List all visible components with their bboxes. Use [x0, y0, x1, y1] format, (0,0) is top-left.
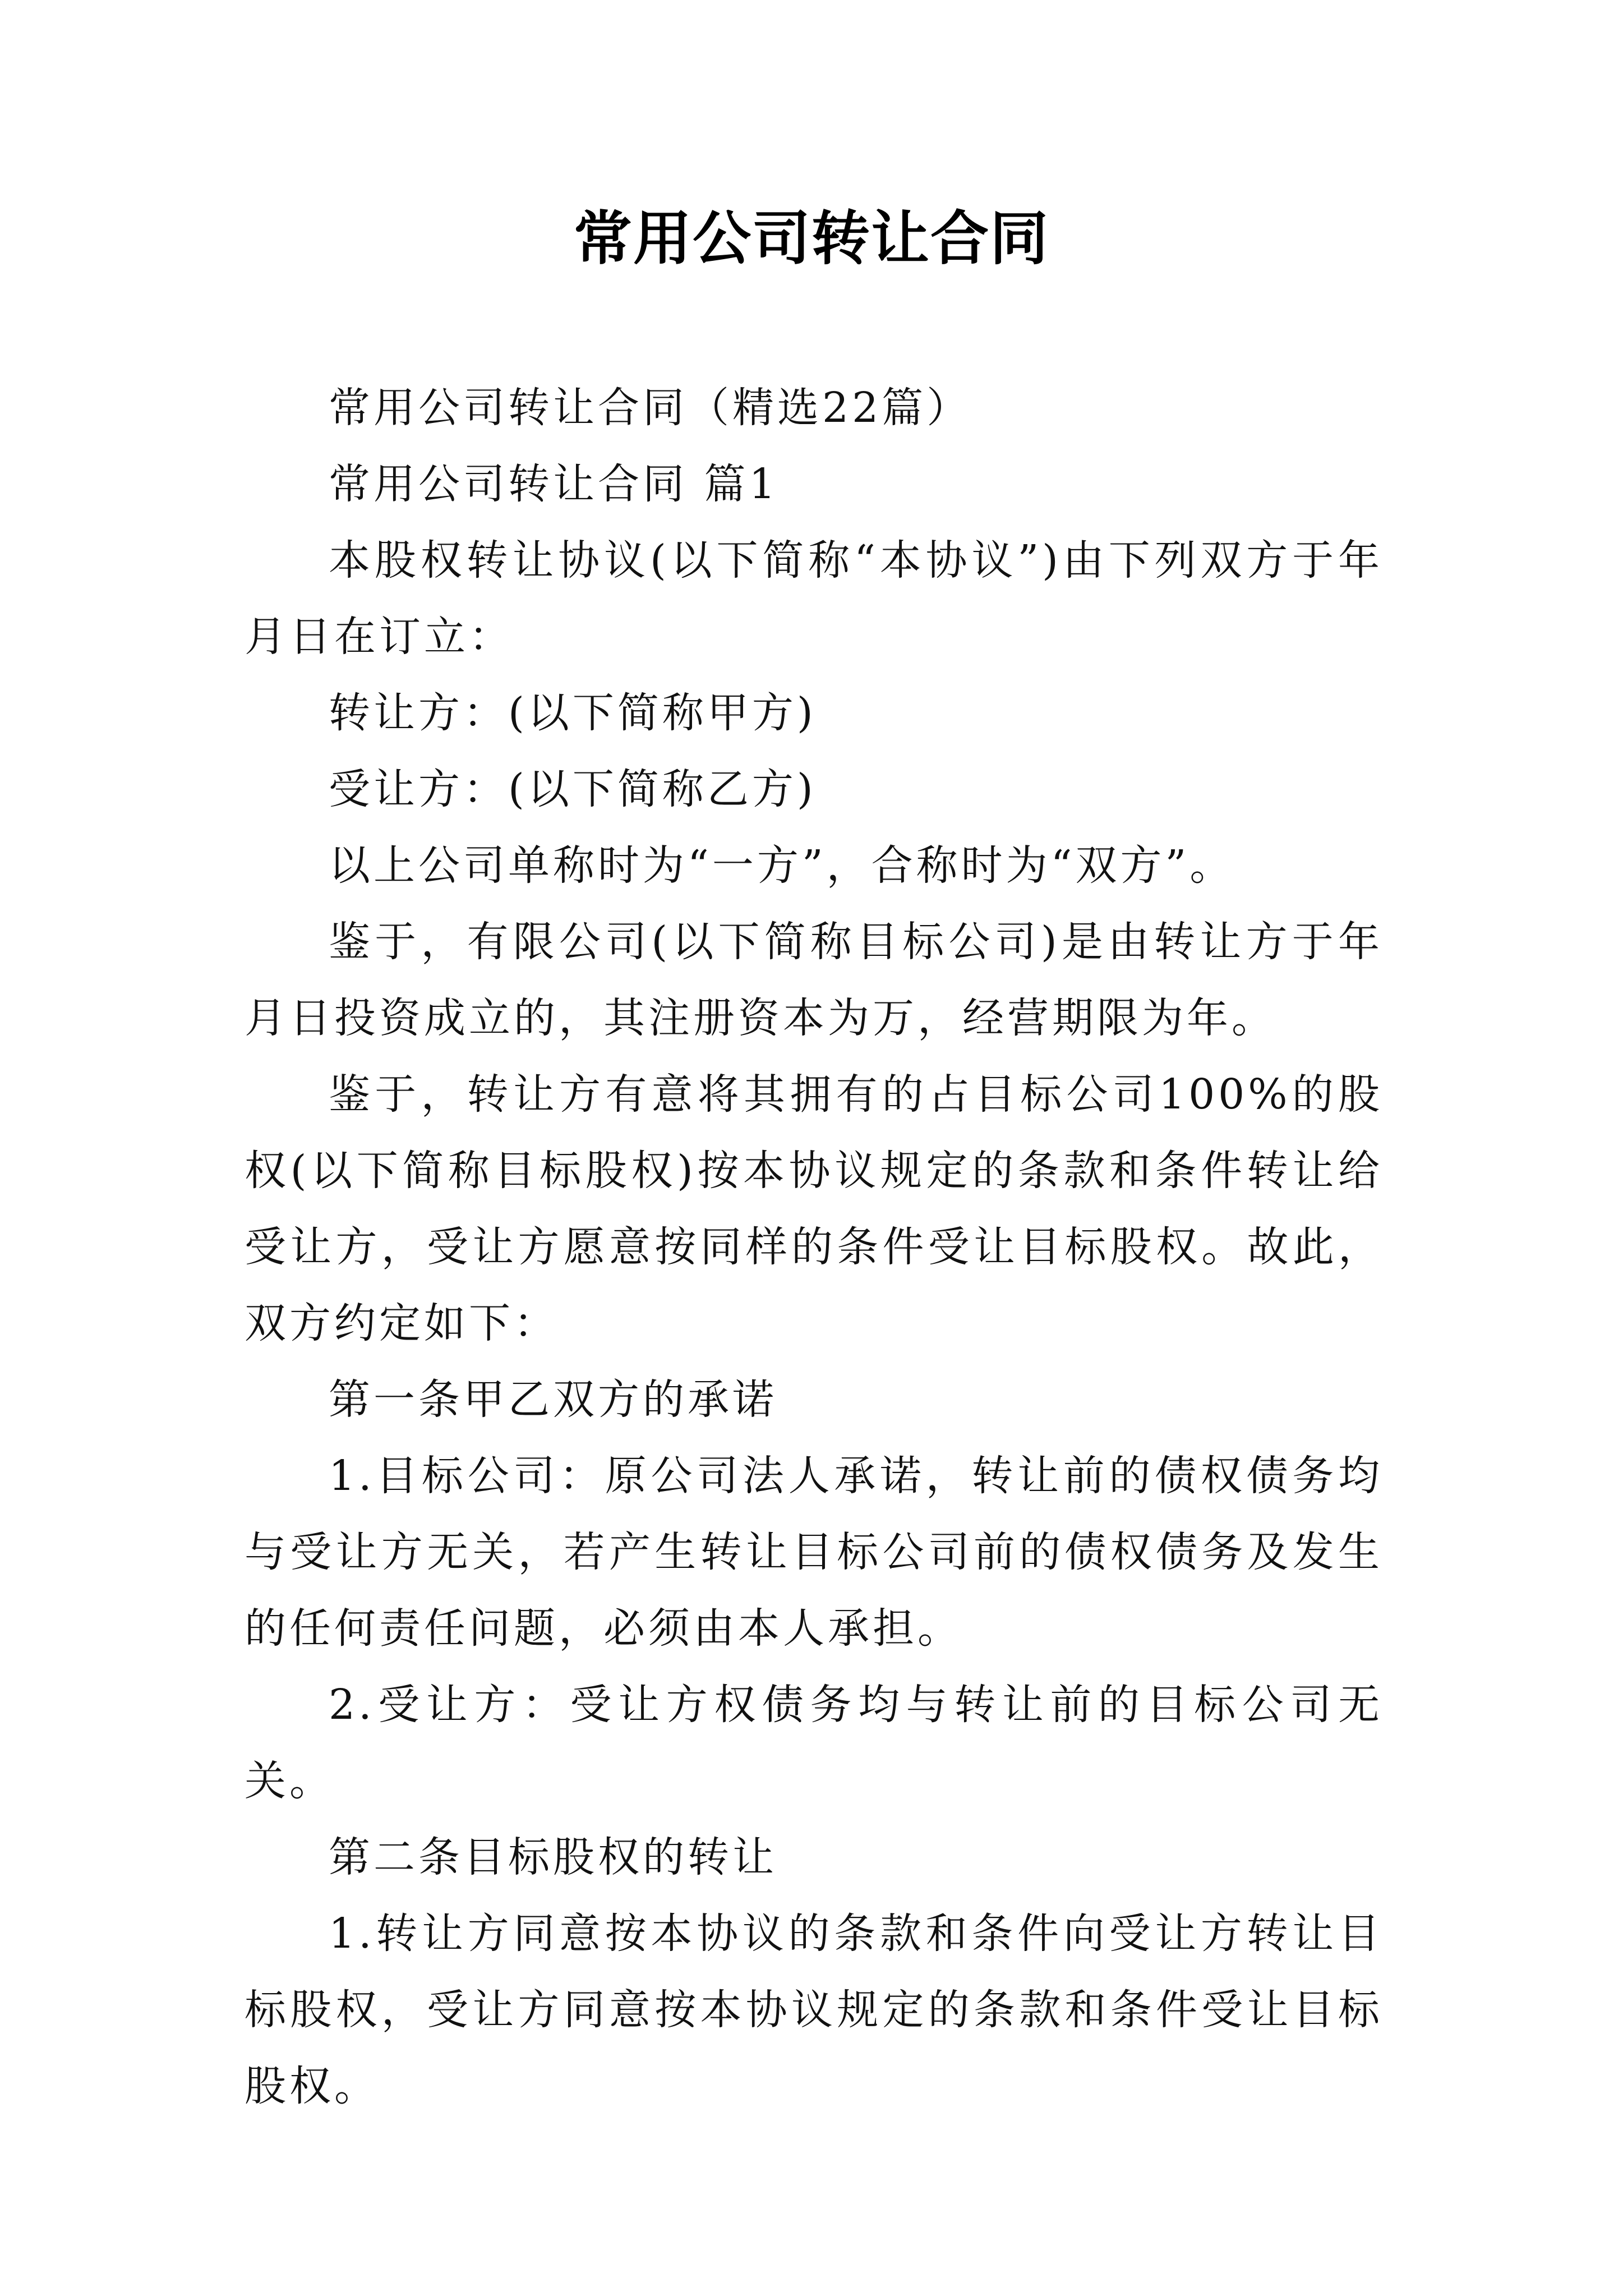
paragraph: 以上公司单称时为“一方”，合称时为“双方”。 [329, 841, 1235, 890]
paragraph: 1.转让方同意按本协议的条款和条件向受让方转让目标股权，受让方同意按本协议规定的条款和条件受让目标股权。 [245, 1910, 1383, 2110]
paragraph: 转让方：(以下简称甲方) [329, 689, 817, 737]
paragraph: 受让方：(以下简称乙方) [329, 765, 817, 813]
paragraph: 本股权转让协议(以下简称“本协议”)由下列双方于年月日在订立： [245, 536, 1383, 661]
section-heading: 第一条甲乙双方的承诺 [329, 1375, 777, 1424]
document-title: 常用公司转让合同 [573, 204, 1049, 273]
paragraph: 鉴于，转让方有意将其拥有的占目标公司100%的股权(以下简称目标股权)按本协议规定的条款和条件转让给受让方，受让方愿意按同样的条件受让目标股权。故此，双方约定如下： [245, 1070, 1383, 1347]
paragraph: 常用公司转让合同（精选22篇） [329, 384, 972, 432]
document-body [245, 370, 1383, 2124]
paragraph: 1.目标公司：原公司法人承诺，转让前的债权债务均与受让方无关，若产生转让目标公司前的债权债务及发生的任何责任问题，必须由本人承担。 [245, 1452, 1383, 1653]
paragraph: 常用公司转让合同 篇1 [329, 460, 779, 508]
paragraph: 2.受让方：受让方权债务均与转让前的目标公司无关。 [245, 1681, 1383, 1805]
section-heading: 第二条目标股权的转让 [329, 1833, 777, 1881]
paragraph: 鉴于，有限公司(以下简称目标公司)是由转让方于年月日投资成立的，其注册资本为万，经营期限为年。 [245, 918, 1383, 1042]
